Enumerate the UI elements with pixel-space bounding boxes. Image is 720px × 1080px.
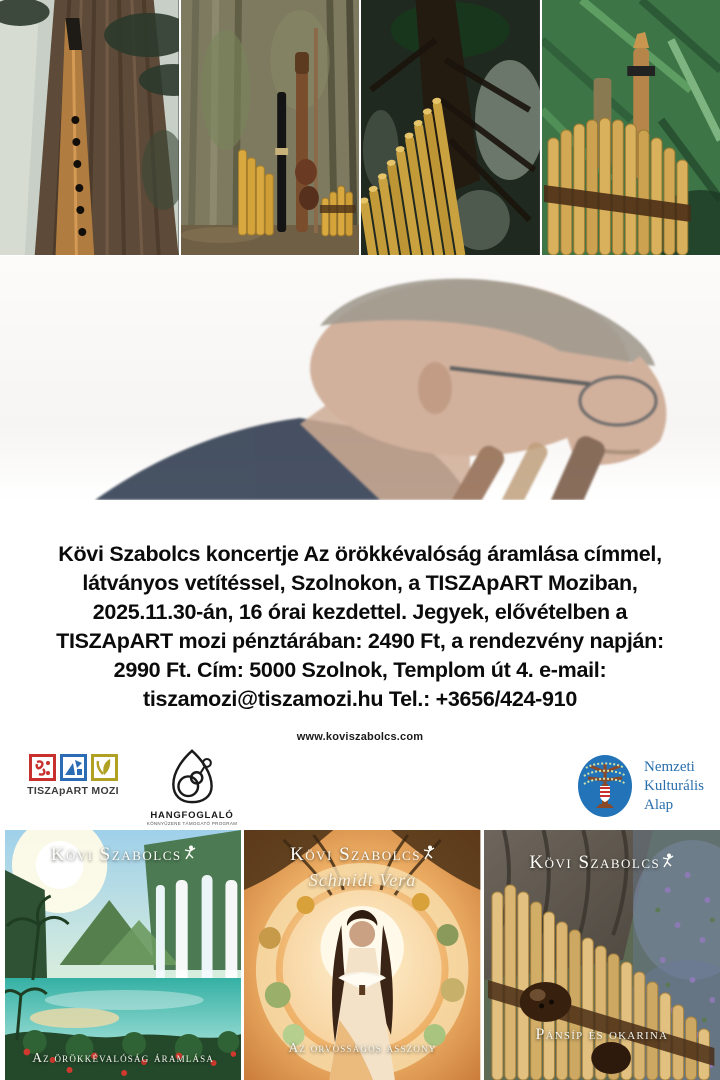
hangfoglalo-logo-label: HANGFOGLALÓ [150,810,234,821]
tiszapart-blue-square-icon [60,754,87,781]
flute-redwood-illustration [0,0,179,255]
dancer-icon [423,845,435,867]
album1-artist-text: Kövi Szabolcs [50,844,182,865]
hangfoglalo-logo-sublabel: KÖNNYŰZENE TÁMOGATÓ PROGRAM [146,821,238,826]
sponsor-logos-row [0,748,720,828]
flutist-profile-illustration [0,256,720,500]
tiszapart-red-square-icon [29,754,56,781]
announcement-line: látványos vetítéssel, Szolnokon, a TISZApART Moziban, [82,571,638,595]
nka-line2: Kulturális [644,777,704,794]
album2-artist-text: Kövi Szabolcs [290,844,421,865]
tiszapart-squares-icon [18,754,128,781]
album-covers-row [5,830,720,1080]
photo-strip [0,0,720,255]
album3-artist [484,852,720,875]
nka-line3: Alap [644,796,674,813]
album2-artist [244,844,480,867]
panpipes-bamboo-illustration [542,0,720,255]
photo-flute-redwood [0,0,179,255]
announcement-line: Kövi Szabolcs koncertje Az örökkévalóság áramlása címmel, [58,542,662,566]
tiszapart-olive-square-icon [91,754,118,781]
nka-tree-icon [576,754,634,818]
announcement-line: tiszamozi@tiszamozi.hu Tel.: +3656/424-910 [143,687,577,711]
tropical-waterfall-artwork [5,830,241,1080]
album2-title: Az orvosságos asszony [288,1040,437,1055]
dancer-icon [184,845,196,867]
album2-artist2: Schmidt Vera [308,870,417,890]
photo-instruments-mossy-tree [181,0,360,255]
album-cover-orokkevalosag [5,830,241,1080]
album-cover-orvossagos-asszony [244,830,480,1080]
tiszapart-logo-label: TISZApART MOZI [27,785,119,797]
panpipes-canopy-illustration [361,0,540,255]
nka-line1: Nemzeti [644,758,695,775]
announcement-text [20,540,700,714]
dancer-icon [662,853,674,875]
announcement-line: 2025.11.30-án, 16 órai kezdettel. Jegyek, elővételben a [92,600,628,624]
photo-panpipes-bamboo [542,0,720,255]
announcement-line: TISZApART mozi pénztárában: 2490 Ft, a rendezvény napján: [56,629,664,653]
portrait-flutist [0,256,720,500]
album3-title: Pánsíp és okarina [535,1026,669,1043]
album1-artist [5,844,241,867]
website-url: www.koviszabolcs.com [296,731,424,743]
album-cover-pansip-okarina [484,830,720,1080]
nka-logo-text [644,758,704,815]
album1-title: Az örökkévalóság áramlása [32,1050,215,1065]
hangfoglalo-logo [142,748,242,826]
tiszapart-mozi-logo [18,754,128,797]
photo-panpipes-dark-canopy [361,0,540,255]
hangfoglalo-pick-icon [167,748,217,804]
instruments-mossy-tree-illustration [181,0,360,255]
nka-logo [576,754,704,818]
album3-artist-text: Kövi Szabolcs [529,852,661,873]
announcement-line: 2990 Ft. Cím: 5000 Szolnok, Templom út 4. e-mail: [113,658,607,682]
